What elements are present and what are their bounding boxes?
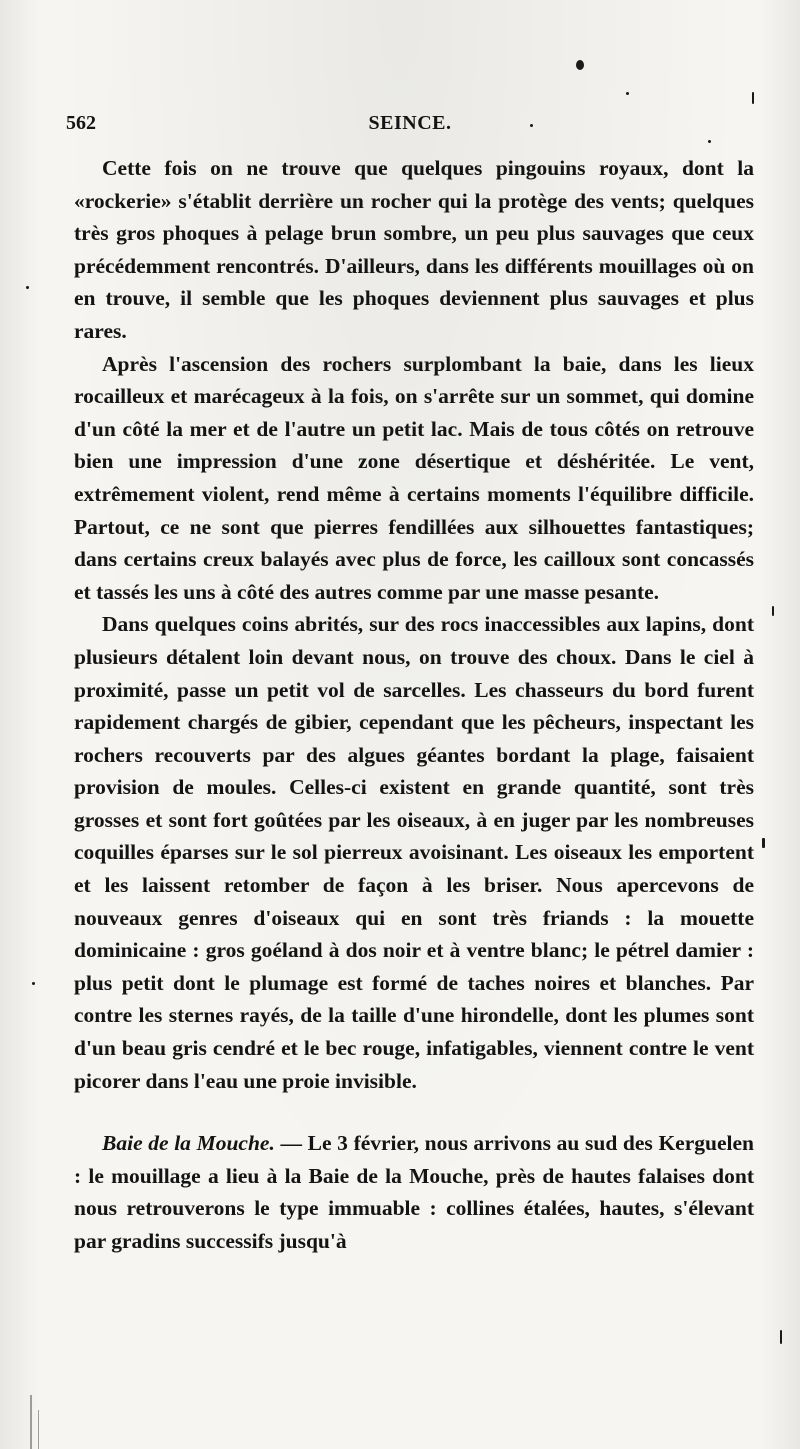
ink-speck — [752, 92, 754, 104]
page-number: 562 — [66, 112, 96, 134]
ink-speck — [32, 982, 35, 985]
paragraph-1: Cette fois on ne trouve que quelques pingouins royaux, dont la «rockerie» s'établit derrière un rocher qui la protège des vents; quelques très gros phoques à pelage brun sombre, un peu plus sauvages que ceux précédemment rencontrés. D'ailleurs, dans les différents mouillages où on en trouve, il semble que les phoques deviennent plus sauvages et plus rares. — [74, 156, 754, 343]
running-head — [66, 112, 754, 142]
ink-speck — [762, 838, 765, 848]
ink-speck — [626, 92, 629, 95]
paragraph-3: Dans quelques coins abrités, sur des rocs inaccessibles aux lapins, dont plusieurs détalent loin devant nous, on trouve des choux. Dans le ciel à proximité, passe un petit vol de sarcelles. Les chasseurs du bord furent rapidement chargés de gibier, cependant que les pêcheurs, inspectant les rochers recouverts par des algues géantes bordant la plage, faisaient provision de moules. Celles-ci existent en grande quantité, sont très grosses et sont fort goûtées par les oiseaux, à en juger par les nombreuses coquilles éparses sur le sol pierreux avoisinant. Les oiseaux les emportent et les laissent retomber de façon à les briser. Nous apercevons de nouveaux genres d'oiseaux qui en sont très friands : la mouette dominicaine : gros goéland à dos noir et à ventre blanc; le pétrel damier : plus petit dont le plumage est formé de taches noires et blanches. Par contre les sternes rayés, de la taille d'une hirondelle, dont les plumes sont d'un beau gris cendré et le bec rouge, infatigables, viennent contre le vent picorer dans l'eau une proie invisible. — [74, 612, 754, 1093]
ink-speck — [26, 286, 29, 289]
section-text: — Le 3 février, nous arrivons au sud des Kerguelen : le mouillage a lieu à la Baie de la Mouche, près de hautes falaises dont nous retrouverons le type immuable : collines étalées, hautes, s'élevant par gradins successifs jusqu'à — [74, 1131, 754, 1253]
ink-speck — [780, 1330, 782, 1344]
body-text — [74, 152, 754, 1258]
scan-edge-line — [30, 1395, 32, 1449]
ink-speck — [772, 606, 774, 616]
scan-edge-line — [38, 1410, 39, 1449]
running-title: SEINCE. — [368, 112, 452, 134]
paragraph-2: Après l'ascension des rochers surplombant la baie, dans les lieux rocailleux et marécageux à la fois, on s'arrête sur un sommet, qui domine d'un côté la mer et de l'autre un petit lac. Mais de tous côtés on retrouve bien une impression d'une zone désertique et déshéritée. Le vent, extrêmement violent, rend même à certains moments l'équilibre difficile. Partout, ce ne sont que pierres fendillées aux silhouettes fantastiques; dans certains creux balayés avec plus de force, les cailloux sont concassés et tassés les uns à côté des autres comme par une masse pesante. — [74, 351, 754, 604]
section-paragraph — [74, 1127, 754, 1257]
ink-speck — [576, 60, 584, 70]
section-heading: Baie de la Mouche. — [102, 1131, 275, 1156]
